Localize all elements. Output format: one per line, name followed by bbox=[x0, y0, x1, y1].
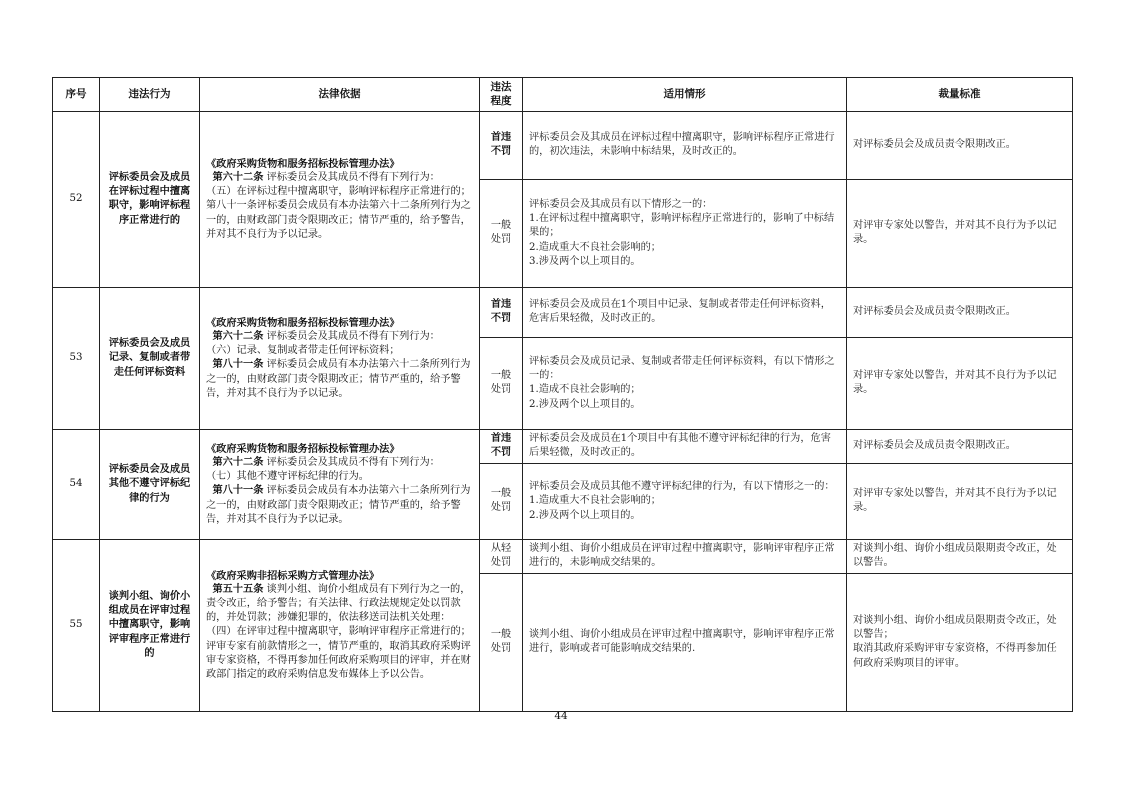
row-violation-degree: 首违不罚 bbox=[480, 287, 523, 337]
row-discretion-standard: 对评标委员会及成员责令限期改正。 bbox=[847, 287, 1073, 337]
row-discretion-standard: 对评标委员会及成员责令限期改正。 bbox=[847, 429, 1073, 463]
row-serial-number: 55 bbox=[53, 539, 100, 711]
header-violation-degree: 违法 程度 bbox=[480, 78, 523, 112]
article-item: （七）其他不遵守评标纪律的行为。 bbox=[206, 471, 369, 483]
table-row bbox=[53, 287, 1073, 337]
row-applicable-situation: 评标委员会及成员在1个项目中记录、复制或者带走任何评标资料，危害后果轻微，及时改正的。 bbox=[523, 287, 847, 337]
header-legal-basis: 法律依据 bbox=[200, 78, 480, 112]
article-text: 评标委员会成员有本办法第六十二条所列行为之一的，由财政部门责令限期改正；情节严重的，给予警告，并对其不良行为予以记录。 bbox=[206, 359, 471, 399]
row-applicable-situation: 评标委员会及成员其他不遵守评标纪律的行为，有以下情形之一的： 1.造成重大不良社会影响的； 2.涉及两个以上项目的。 bbox=[523, 463, 847, 539]
row-violation-degree: 从轻处罚 bbox=[480, 539, 523, 573]
article-item: （六）记录、复制或者带走任何评标资料； bbox=[206, 345, 400, 357]
table-row bbox=[53, 429, 1073, 463]
row-discretion-standard: 对评审专家处以警告，并对其不良行为予以记录。 bbox=[847, 337, 1073, 429]
law-title: 《政府采购非招标采购方式管理办法》 bbox=[206, 570, 380, 583]
row-violation: 谈判小组、询价小组成员在评审过程中擅离职守，影响评审程序正常进行的 bbox=[100, 539, 200, 711]
row-violation-degree: 首违不罚 bbox=[480, 429, 523, 463]
table-row bbox=[53, 539, 1073, 573]
article-number: 第五十五条 bbox=[212, 584, 264, 596]
row-applicable-situation: 评标委员会及成员记录、复制或者带走任何评标资料，有以下情形之一的： 1.造成不良社会影响的； 2.涉及两个以上项目的。 bbox=[523, 337, 847, 429]
row-discretion-standard: 对评审专家处以警告，并对其不良行为予以记录。 bbox=[847, 179, 1073, 287]
article-text: 评审专家有前款情形之一，情节严重的，取消其政府采购评审专家资格，不得再参加任何政府采购项目的评审，并在财政部门指定的政府采购信息发布媒体上予以公告。 bbox=[206, 640, 471, 680]
table-row bbox=[53, 111, 1073, 179]
row-applicable-situation: 评标委员会及其成员有以下情形之一的： 1.在评标过程中擅离职守，影响评标程序正常进行的，影响了中标结果的； 2.造成重大不良社会影响的； 3.涉及两个以上项目的。 bbox=[523, 179, 847, 287]
article-text: 第八十一条评标委员会成员有本办法第六十二条所列行为之一的，由财政部门责令限期改正；情节严重的，给予警告，并对其不良行为予以记录。 bbox=[206, 200, 471, 240]
row-legal-basis bbox=[200, 111, 480, 287]
article-text: 评标委员会及其成员不得有下列行为： bbox=[266, 172, 440, 184]
row-violation-degree: 一般处罚 bbox=[480, 337, 523, 429]
article-number: 第八十一条 bbox=[212, 359, 264, 371]
row-discretion-standard: 对谈判小组、询价小组成员限期责令改正，处以警告。 bbox=[847, 539, 1073, 573]
law-title: 《政府采购货物和服务招标投标管理办法》 bbox=[206, 158, 400, 171]
row-discretion-standard: 对评审专家处以警告，并对其不良行为予以记录。 bbox=[847, 463, 1073, 539]
article-text: 评标委员会成员有本办法第六十二条所列行为之一的，由财政部门责令限期改正；情节严重的，给予警告，并对其不良行为予以记录。 bbox=[206, 485, 471, 525]
article-text: 评标委员会及其成员不得有下列行为： bbox=[266, 457, 440, 469]
row-applicable-situation: 评标委员会及成员在1个项目中有其他不遵守评标纪律的行为，危害后果轻微，及时改正的。 bbox=[523, 429, 847, 463]
header-violation: 违法行为 bbox=[100, 78, 200, 112]
row-legal-basis bbox=[200, 429, 480, 539]
article-number: 第六十二条 bbox=[212, 331, 264, 343]
row-applicable-situation: 谈判小组、询价小组成员在评审过程中擅离职守，影响评审程序正常进行的，未影响成交结果的。 bbox=[523, 539, 847, 573]
row-discretion-standard: 对谈判小组、询价小组成员限期责令改正，处以警告； 取消其政府采购评审专家资格，不得再参加任何政府采购项目的评审。 bbox=[847, 573, 1073, 711]
row-discretion-standard: 对评标委员会及成员责令限期改正。 bbox=[847, 111, 1073, 179]
header-applicable-situation: 适用情形 bbox=[523, 78, 847, 112]
header-serial-number: 序号 bbox=[53, 78, 100, 112]
page-number: 44 bbox=[554, 710, 568, 722]
article-text: 谈判小组、询价小组成员有下列行为之一的，责令改正，给予警告；有关法律、行政法规规定处以罚款的，并处罚款；涉嫌犯罪的，依法移送司法机关处理： bbox=[206, 584, 471, 624]
article-number: 第八十一条 bbox=[212, 485, 264, 497]
row-serial-number: 54 bbox=[53, 429, 100, 539]
article-number: 第六十二条 bbox=[212, 172, 264, 184]
law-title: 《政府采购货物和服务招标投标管理办法》 bbox=[206, 317, 400, 330]
row-legal-basis bbox=[200, 539, 480, 711]
row-violation-degree: 首违不罚 bbox=[480, 111, 523, 179]
row-violation: 评标委员会及成员其他不遵守评标纪律的行为 bbox=[100, 429, 200, 539]
row-applicable-situation: 评标委员会及其成员在评标过程中擅离职守，影响评标程序正常进行的，初次违法，未影响中标结果，及时改正的。 bbox=[523, 111, 847, 179]
row-serial-number: 52 bbox=[53, 111, 100, 287]
penalty-discretion-table bbox=[52, 77, 1073, 712]
law-title: 《政府采购货物和服务招标投标管理办法》 bbox=[206, 443, 400, 456]
row-serial-number: 53 bbox=[53, 287, 100, 429]
row-violation: 评标委员会及成员在评标过程中擅离职守，影响评标程序正常进行的 bbox=[100, 111, 200, 287]
table-header-row bbox=[53, 78, 1073, 112]
article-item: （五）在评标过程中擅离职守，影响评标程序正常进行的； bbox=[206, 186, 471, 198]
row-violation: 评标委员会及成员记录、复制或者带走任何评标资料 bbox=[100, 287, 200, 429]
article-text: 评标委员会及其成员不得有下列行为： bbox=[266, 331, 440, 343]
row-violation-degree: 一般处罚 bbox=[480, 179, 523, 287]
article-number: 第六十二条 bbox=[212, 457, 264, 469]
row-violation-degree: 一般处罚 bbox=[480, 463, 523, 539]
article-item: （四）在评审过程中擅离职守，影响评审程序正常进行的； bbox=[206, 626, 471, 638]
row-applicable-situation: 谈判小组、询价小组成员在评审过程中擅离职守，影响评审程序正常进行，影响或者可能影响成交结果的. bbox=[523, 573, 847, 711]
row-legal-basis bbox=[200, 287, 480, 429]
header-discretion-standard: 裁量标准 bbox=[847, 78, 1073, 112]
row-violation-degree: 一般处罚 bbox=[480, 573, 523, 711]
